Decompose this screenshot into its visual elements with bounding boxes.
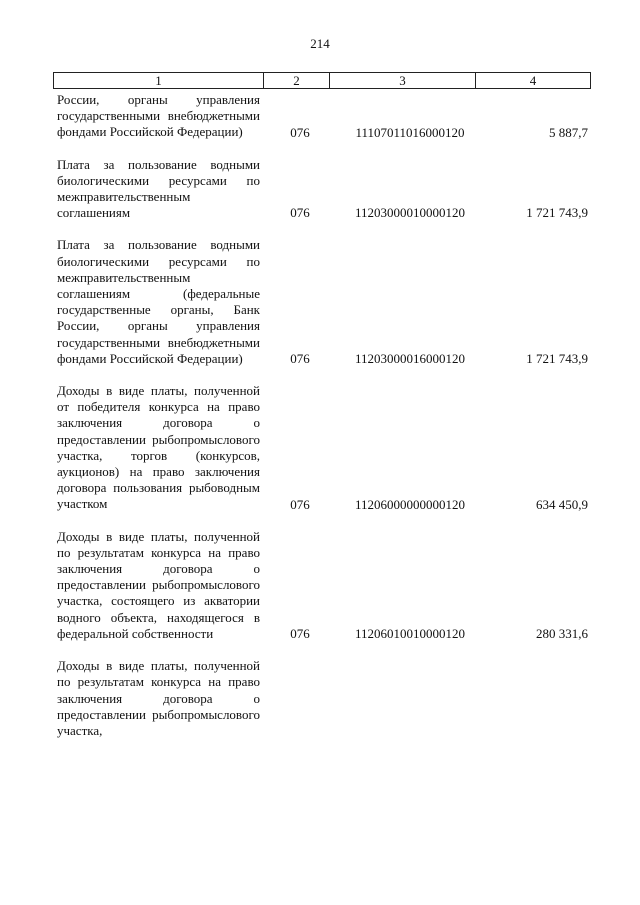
- table-row: [57, 658, 591, 739]
- row-budget-code: 11206000000000120: [354, 496, 466, 512]
- row-budget-code: 11203000016000120: [354, 351, 466, 367]
- row-admin-code: 076: [290, 496, 310, 512]
- row-amount: 5 887,7: [549, 124, 588, 140]
- table-body: [57, 92, 591, 755]
- row-admin-code: 076: [290, 351, 310, 367]
- table-row: [57, 237, 591, 367]
- table-row: [57, 157, 591, 222]
- row-description: Плата за пользование водными биологическими ресурсами по межправительственным соглашениям: [57, 156, 260, 221]
- page-number: 214: [310, 36, 330, 51]
- row-amount: 634 450,9: [536, 496, 588, 512]
- table-row: [57, 383, 591, 513]
- row-budget-code: 11203000010000120: [354, 205, 466, 221]
- row-amount: 1 721 743,9: [526, 205, 588, 221]
- header-col-1: 1: [53, 72, 263, 89]
- row-description: России, органы управления государственными внебюджетными фондами Российской Федерации): [57, 92, 260, 140]
- row-description: Доходы в виде платы, полученной от победителя конкурса на право заключения договора о предоставлении рыбопромыслового участка, торгов (конкурсов, аукционов) на право заключения договора пользования рыбоводным участком: [57, 383, 260, 512]
- row-description: Доходы в виде платы, полученной по результатам конкурса на право заключения договора о предоставлении рыбопромыслового участка, состоящего из акватории водного объекта, находящегося в федеральной собственности: [57, 528, 260, 641]
- table-row: [57, 529, 591, 642]
- row-admin-code: 076: [290, 205, 310, 221]
- header-col-4: 4: [475, 72, 591, 89]
- row-description: Доходы в виде платы, полученной по результатам конкурса на право заключения договора о предоставлении рыбопромыслового участка,: [57, 658, 260, 738]
- row-admin-code: 076: [290, 626, 310, 642]
- row-description: Плата за пользование водными биологическими ресурсами по межправительственным соглашениям (федеральные государственные органы, Банк России, органы управления государственными внебюджетными фондами Российской Федерации): [57, 237, 260, 366]
- table-row: [57, 92, 591, 141]
- row-budget-code: 11206010010000120: [354, 626, 466, 642]
- header-col-3: 3: [329, 72, 475, 89]
- row-budget-code: 11107011016000120: [355, 124, 465, 140]
- row-admin-code: 076: [290, 124, 310, 140]
- table-header: [53, 72, 591, 89]
- row-amount: 1 721 743,9: [526, 351, 588, 367]
- row-amount: 280 331,6: [536, 626, 588, 642]
- header-col-2: 2: [263, 72, 329, 89]
